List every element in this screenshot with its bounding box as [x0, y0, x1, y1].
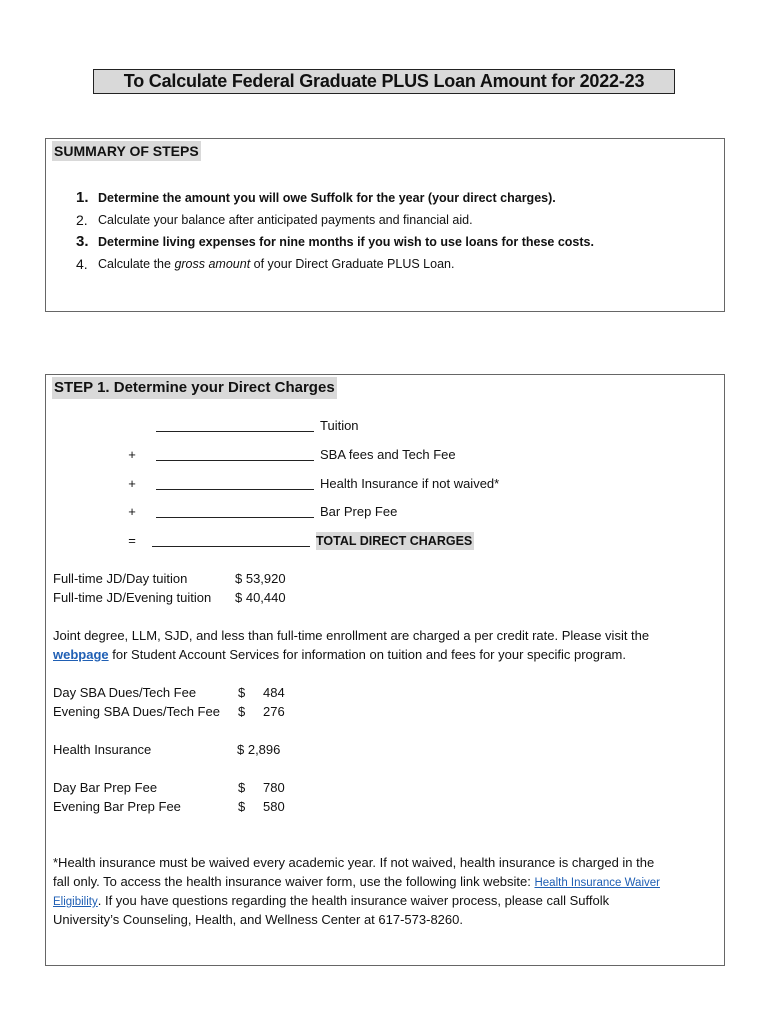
footnote-line4: University’s Counseling, Health, and Wellness Center at 617-573-8260.: [53, 912, 463, 927]
step-text: Determine living expenses for nine months if you wish to use loans for these costs.: [98, 235, 594, 249]
operator: +: [128, 504, 136, 519]
credit-note-line2: [53, 645, 626, 664]
credit-note-line2-text: for Student Account Services for information on tuition and fees for your specific program.: [108, 647, 626, 662]
tuition-evening-amount: $ 40,440: [235, 590, 286, 605]
summary-step-3: [76, 231, 594, 253]
summary-steps-list: [76, 187, 594, 275]
sba-evening-amount: 276: [263, 704, 285, 719]
blank-line-health[interactable]: [156, 475, 314, 490]
calc-label: Health Insurance if not waived*: [320, 476, 500, 491]
bar-evening-label: Evening Bar Prep Fee: [53, 799, 181, 814]
health-insurance-amount: $ 2,896: [237, 742, 281, 757]
tuition-day-label: Full-time JD/Day tuition: [53, 571, 188, 586]
bar-evening-dollar: $: [238, 799, 246, 814]
health-insurance-label: Health Insurance: [53, 742, 152, 757]
bar-day-dollar: $: [238, 780, 246, 795]
health-waiver-link-continued[interactable]: Eligibility: [53, 896, 98, 908]
calc-row-health: [46, 475, 724, 495]
credit-note-line1: Joint degree, LLM, SJD, and less than full-time enrollment are charged a per credit rate. Please visit the: [53, 628, 650, 643]
step-number: 2.: [76, 212, 88, 228]
calc-label: SBA fees and Tech Fee: [320, 447, 456, 462]
footnote-line2: [53, 872, 660, 893]
summary-heading: SUMMARY OF STEPS: [54, 143, 199, 159]
bar-day-amount: 780: [263, 780, 285, 795]
sba-day-amount: 484: [263, 685, 285, 700]
tuition-evening-label: Full-time JD/Evening tuition: [53, 590, 212, 605]
step-text-before: Calculate the: [98, 257, 175, 271]
sba-evening-dollar: $: [238, 704, 246, 719]
blank-line-tuition[interactable]: [156, 417, 314, 432]
step-number: 1.: [76, 189, 89, 206]
tuition-day-amount: $ 53,920: [235, 571, 286, 586]
sba-day-dollar: $: [238, 685, 246, 700]
bar-day-label: Day Bar Prep Fee: [53, 780, 158, 795]
summary-step-2: [76, 209, 594, 231]
footnote-line3-text: . If you have questions regarding the health insurance waiver process, please call Suffolk: [97, 893, 610, 908]
calc-row-bar: [46, 503, 724, 523]
calc-row-sba: [46, 446, 724, 466]
bar-evening-amount: 580: [263, 799, 285, 814]
total-direct-charges-label: TOTAL DIRECT CHARGES: [316, 534, 473, 548]
sba-day-label: Day SBA Dues/Tech Fee: [53, 685, 197, 700]
blank-line-total[interactable]: [152, 532, 310, 547]
step-number: 4.: [76, 256, 88, 272]
step-number: 3.: [76, 233, 89, 250]
blank-line-sba[interactable]: [156, 446, 314, 461]
step-text: Calculate your balance after anticipated payments and financial aid.: [98, 213, 473, 227]
operator: +: [128, 447, 136, 462]
footnote-line1: *Health insurance must be waived every academic year. If not waived, health insurance is charged in the: [53, 855, 655, 870]
summary-step-1: [76, 187, 594, 209]
step-text-after: of your Direct Graduate PLUS Loan.: [250, 257, 455, 271]
calc-row-tuition: [46, 417, 724, 437]
calc-label: Tuition: [320, 418, 359, 433]
operator: =: [128, 533, 136, 548]
footnote-line2-text: fall only. To access the health insurance waiver form, use the following link website:: [53, 874, 535, 889]
calc-label: Bar Prep Fee: [320, 504, 398, 519]
operator: +: [128, 476, 136, 491]
step-text-emphasis: gross amount: [174, 257, 251, 271]
summary-section: [45, 138, 725, 312]
blank-line-bar[interactable]: [156, 503, 314, 518]
summary-step-4: [76, 253, 594, 275]
sba-evening-label: Evening SBA Dues/Tech Fee: [53, 704, 220, 719]
step1-section: [45, 374, 725, 966]
calc-row-total: [46, 532, 724, 552]
health-waiver-link[interactable]: Health Insurance Waiver: [534, 877, 660, 889]
step1-heading: STEP 1. Determine your Direct Charges: [52, 377, 337, 399]
webpage-link[interactable]: webpage: [53, 647, 109, 662]
step-text: Determine the amount you will owe Suffolk for the year (your direct charges).: [98, 191, 556, 205]
page-title: To Calculate Federal Graduate PLUS Loan Amount for 2022-23: [93, 69, 675, 94]
footnote-line3: [53, 891, 609, 912]
